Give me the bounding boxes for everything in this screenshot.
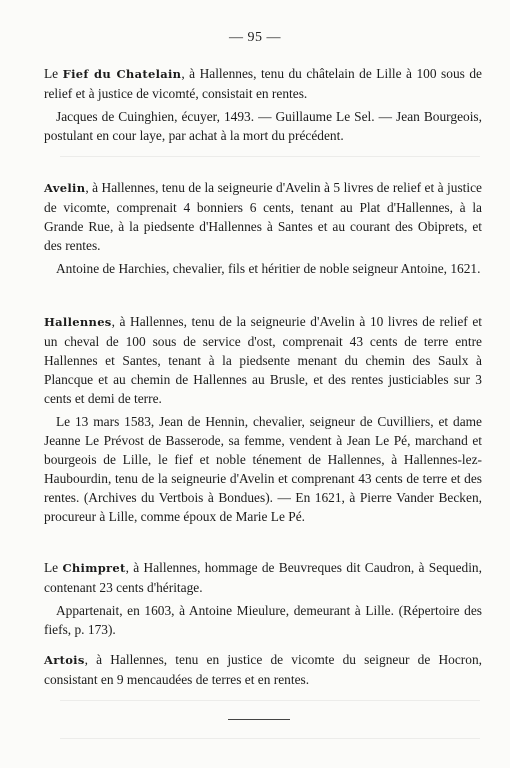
footer-rule	[228, 719, 290, 720]
entry-chimpret	[44, 558, 482, 643]
entry-paragraph	[44, 558, 482, 597]
entry-title-prefix: Le	[44, 560, 63, 575]
page-number: — 95 —	[229, 30, 281, 45]
entry-paragraph	[44, 312, 482, 408]
entry-paragraph: Le 13 mars 1583, Jean de Hennin, chevalier, seigneur de Cuvilliers, et dame Jeanne Le Prévost de Basserode, sa femme, vendent à Jean Le Pé, marchand et bourgeois de Lille, le fief et noble ténement de Hallennes, à Hallennes-lez-Haubourdin, tenu de la seigneurie d'Avelin et comprenant 43 cents de terre et des rentes. (Archives du Vertbois à Bondues). — En 1621, à Pierre Vander Becken, procureur à Lille, comme époux de Marie Le Pé.	[44, 414, 482, 524]
paper-bleed-line	[60, 738, 480, 739]
entry-artois	[44, 650, 482, 693]
entry-title: Fief du Chatelain	[62, 67, 182, 81]
entry-title: Artois	[44, 653, 85, 667]
entry-text: , à Hallennes, tenu du châtelain de Lille à 100 sous de relief et à justice de vicomté, consistait en rentes.	[44, 66, 482, 101]
entry-paragraph: Antoine de Harchies, chevalier, fils et héritier de noble seigneur Antoine, 1621.	[56, 261, 481, 276]
entry-avelin	[44, 178, 482, 282]
entry-text: , à Hallennes, hommage de Beuvreques dit Caudron, à Sequedin, contenant 23 cents d'héritage.	[44, 560, 482, 595]
paper-bleed-line	[60, 700, 480, 701]
entry-text: , à Hallennes, tenu de la seigneurie d'Avelin à 5 livres de relief et à justice de vicomte, comprenait 4 bonniers 6 cents, tenant au Plat d'Hallennes, à la Grande Rue, à la piedsente d'Hallennes à Santes et au courant des Obiprets, et des rentes.	[44, 180, 482, 253]
entry-paragraph: Appartenait, en 1603, à Antoine Mieulure, demeurant à Lille. (Répertoire des fiefs, p. 173).	[44, 603, 482, 637]
entry-fief-du-chatelain	[44, 64, 482, 149]
entry-paragraph: Le Fief du Chatelain, à Hallennes, tenu du châtelain de Lille à 100 sous de relief et à justice de vicomté, consistait en rentes.	[44, 66, 482, 101]
entry-text: , à Hallennes, tenu de la seigneurie d'Avelin à 10 livres de relief et un cheval de 100 sous de service d'ost, comprenait 43 cents de terre entre Hallennes et Santes, tenant à la piedsente menant du chemin des Saulx à Plancque et au chemin de Hallennes au Brusle, et des rentes justiciables sur 3 cents et demi de terre.	[44, 314, 482, 406]
entry-paragraph	[44, 178, 482, 255]
entry-text: , à Hallennes, tenu en justice de vicomte du seigneur de Hocron, consistant en 9 mencaudées de terres et en rentes.	[44, 652, 482, 687]
entry-title: Hallennes	[44, 315, 112, 329]
entry-paragraph: Jacques de Cuinghien, écuyer, 1493. — Guillaume Le Sel. — Jean Bourgeois, postulant en cour laye, par achat à la mort du précédent.	[44, 109, 482, 143]
entry-paragraph	[44, 650, 482, 689]
entry-title: Chimpret	[62, 561, 126, 575]
entry-title: Avelin	[44, 181, 86, 195]
paper-bleed-line	[60, 156, 480, 157]
entry-hallennes	[44, 312, 482, 530]
